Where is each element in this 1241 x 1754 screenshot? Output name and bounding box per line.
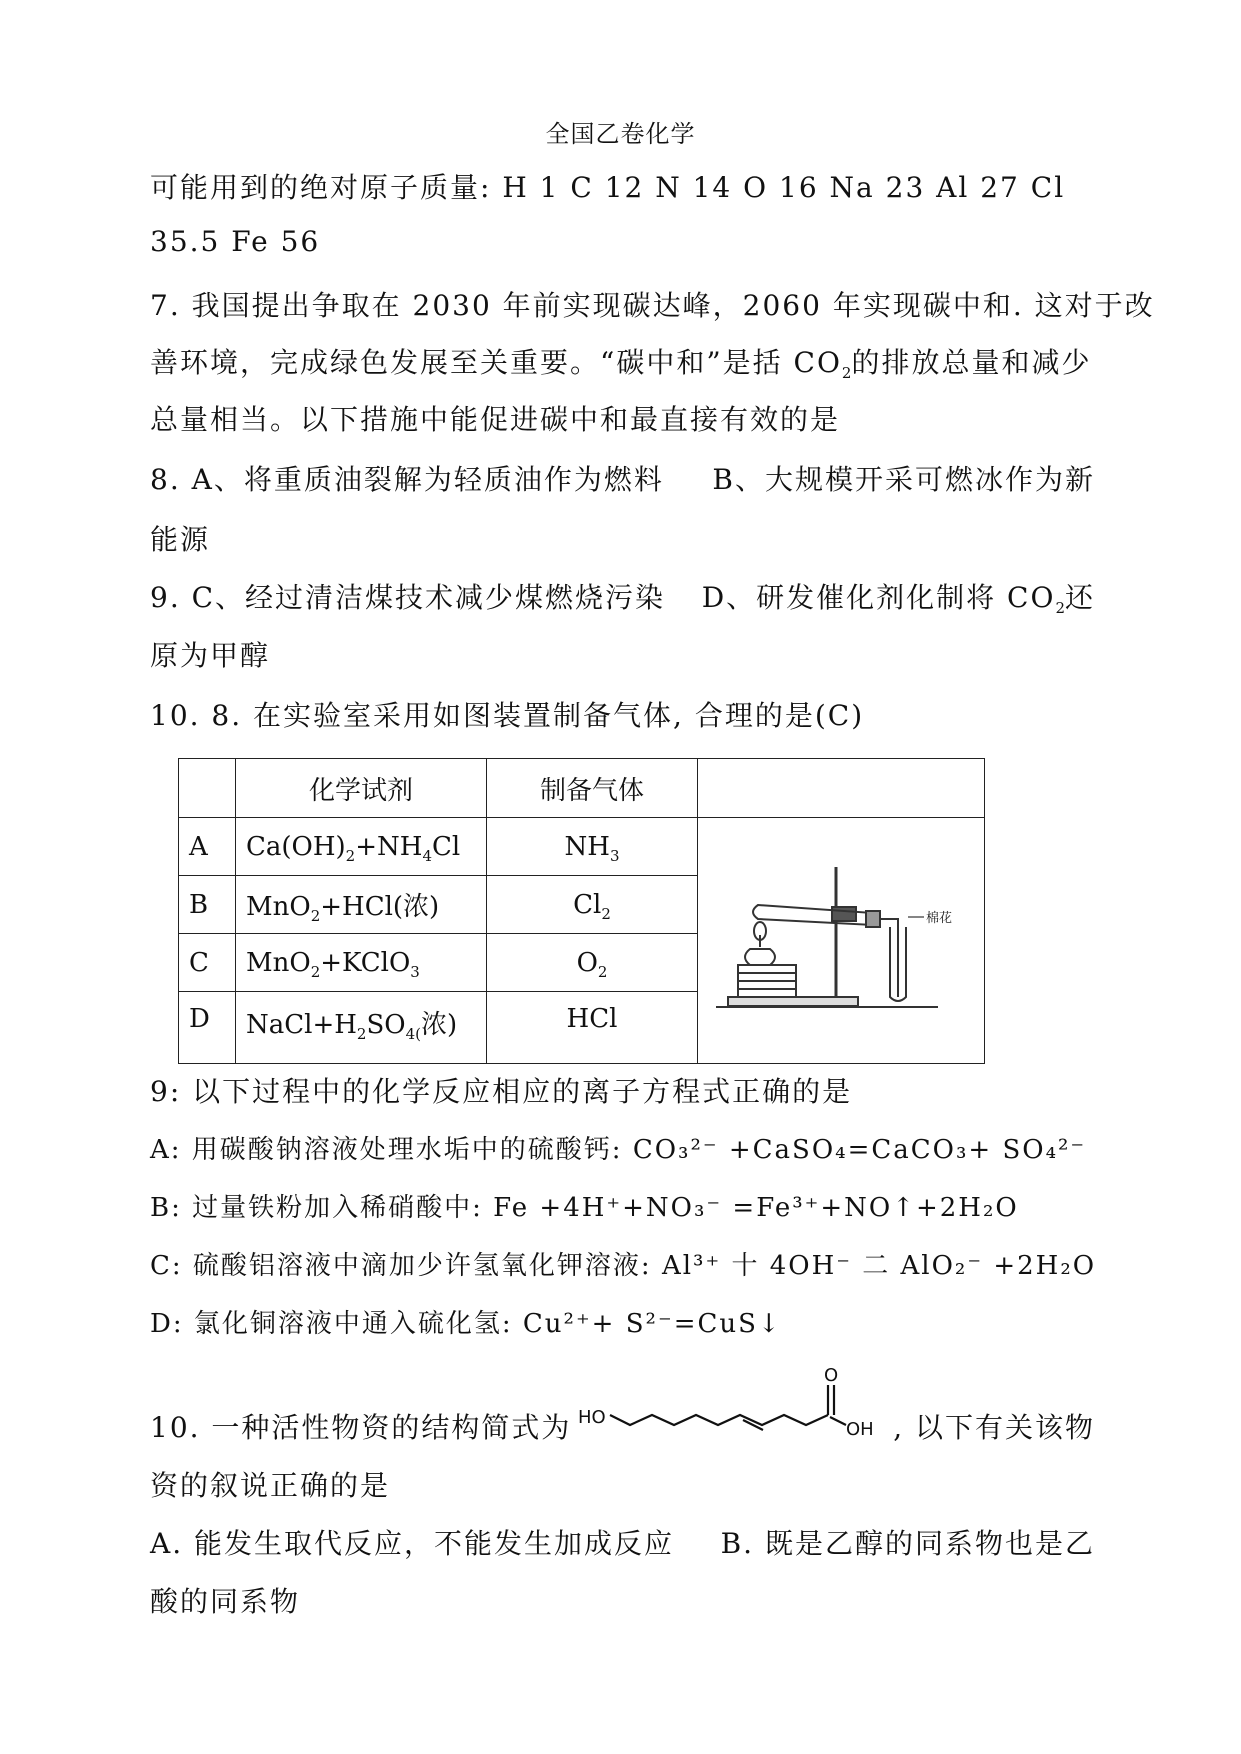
- gas-cell: $Cl_2$: [487, 876, 698, 934]
- row-label: D: [179, 992, 236, 1064]
- q10-option-a: A. 能发生取代反应，不能发生加成反应: [150, 1527, 675, 1560]
- carbon-chain: [610, 1415, 828, 1425]
- q10-8-stem: 10. 8. 在实验室采用如图装置制备气体, 合理的是(C): [150, 699, 865, 732]
- structural-formula: [578, 1363, 878, 1443]
- q7-line-2-text-a: 善环境，完成绿色发展至关重要。“碳中和”是括 CO: [150, 346, 842, 379]
- q10-stem-b: , 以下有关该物: [893, 1411, 1095, 1444]
- q9-options-line-2: 原为甲醇: [150, 639, 271, 672]
- q10-options-row: [150, 1524, 1095, 1564]
- atomic-mass-line-1: 可能用到的绝对原子质量: H 1 C 12 N 14 O 16 Na 23 Al 27 Cl: [150, 171, 1066, 204]
- q7-line-2-sub: 2: [841, 364, 852, 382]
- carbonyl-o-label: O: [824, 1365, 839, 1386]
- q8-options-row: [150, 460, 1095, 500]
- reagent-cell: $NaCl+H_2SO_{4(}$浓): [236, 992, 487, 1064]
- alcohol-lamp: [745, 949, 775, 965]
- q7-line-3: 总量相当。以下措施中能促进碳中和最直接有效的是: [150, 403, 841, 436]
- q10-line-last: 酸的同系物: [150, 1585, 301, 1618]
- option-c: 9. C、经过清洁煤技术减少煤燃烧污染: [150, 581, 666, 614]
- gas-cell: HCl: [487, 992, 698, 1064]
- table-header-gas: 制备气体: [487, 759, 698, 818]
- cotton-plug: [866, 911, 880, 927]
- q9-option-c: C: 硫酸铝溶液中滴加少许氢氧化钾溶液: Al³⁺ 十 4OH⁻ 二 AlO₂⁻ +2H₂O: [150, 1251, 1097, 1281]
- row-label: C: [179, 934, 236, 992]
- oh-label: OH: [846, 1419, 874, 1440]
- q9-option-d: D: 氯化铜溶液中通入硫化氢: Cu²⁺+ S²⁻=CuS↓: [150, 1309, 782, 1339]
- q9-stem: 9: 以下过程中的化学反应相应的离子方程式正确的是: [150, 1075, 853, 1108]
- q7-line-2-text-b: 的排放总量和减少: [851, 346, 1092, 379]
- apparatus-diagram: [698, 847, 984, 1027]
- row-label: A: [179, 818, 236, 876]
- hydroxyl-bond: [830, 1417, 846, 1425]
- apparatus-figure-cell: [698, 818, 985, 1064]
- q9-option-b: B: 过量铁粉加入稀硝酸中: Fe +4H⁺+NO₃⁻ =Fe³⁺+NO↑+2H₂O: [150, 1193, 1019, 1223]
- table-header-figure: [698, 759, 985, 818]
- ho-label: HO: [578, 1407, 606, 1428]
- row-label: B: [179, 876, 236, 934]
- q9-option-a: A: 用碳酸钠溶液处理水垢中的硫酸钙: CO₃²⁻ +CaSO₄=CaCO₃+ SO₄²⁻: [150, 1135, 1087, 1165]
- option-d-sub: 2: [1055, 599, 1065, 617]
- option-b: B、大规模开采可燃冰作为新: [712, 463, 1095, 496]
- q9-options-row: [150, 578, 1095, 618]
- gas-cell: $O_2$: [487, 934, 698, 992]
- page-title: 全国乙卷化学: [545, 120, 696, 148]
- q10-line-2: 资的叙说正确的是: [150, 1469, 391, 1502]
- q7-line-2: [150, 343, 1091, 383]
- option-d-text-b: 还: [1064, 581, 1095, 614]
- table-row: [179, 818, 985, 876]
- table-header-empty: [179, 759, 236, 818]
- table-header-reagent: 化学试剂: [236, 759, 487, 818]
- option-d-text-a: D、研发催化剂化制将 CO: [701, 581, 1056, 614]
- option-a: 8. A、将重质油裂解为轻质油作为燃料: [150, 463, 664, 496]
- stand-base: [728, 997, 858, 1006]
- atomic-mass-line-2: 35.5 Fe 56: [150, 225, 321, 258]
- option-d: [702, 578, 1095, 618]
- q8-line-2: 能源: [150, 523, 211, 556]
- reagent-cell: MnO$_2$+KClO$_3$: [236, 934, 487, 992]
- gas-cell: $NH_3$: [487, 818, 698, 876]
- q10-option-b: B. 既是乙醇的同系物也是乙: [720, 1527, 1095, 1560]
- cotton-label: 棉花: [926, 911, 953, 926]
- reagent-cell: $Ca(OH)_2+NH_4Cl$: [236, 818, 487, 876]
- reagent-table: [178, 758, 985, 1064]
- q7-line-1: 7. 我国提出争取在 2030 年前实现碳达峰，2060 年实现碳中和. 这对于改: [150, 289, 1155, 322]
- q10-stem-a: 10. 一种活性物资的结构简式为: [150, 1411, 572, 1444]
- clamp: [832, 907, 856, 921]
- table-header-row: [179, 759, 985, 818]
- reagent-cell: MnO$_2$+HCl(浓): [236, 876, 487, 934]
